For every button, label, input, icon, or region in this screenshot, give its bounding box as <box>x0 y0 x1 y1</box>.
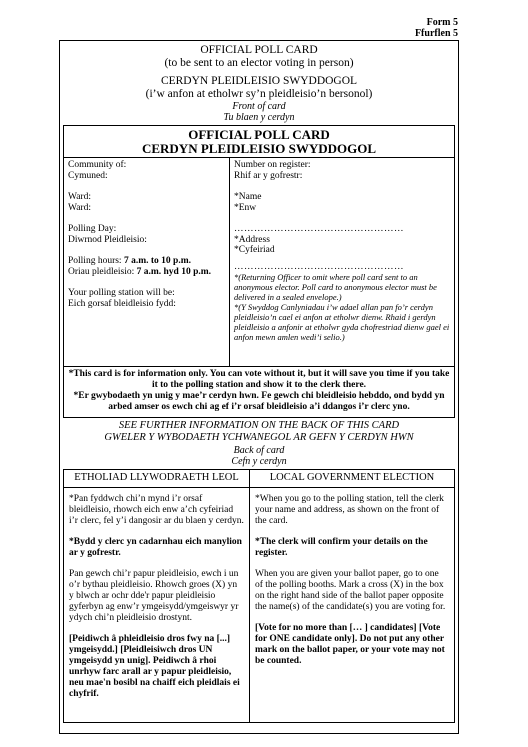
back-welsh-column <box>64 470 250 722</box>
english-instruction-1: *When you go to the polling station, tell the clerk your name and address, as shown on the front of the card. <box>255 494 444 526</box>
header-subtitle-cy: (i’w anfon at etholwr sy’n pleidleisio’n bersonol) <box>145 88 373 100</box>
see-further-info-en: SEE FURTHER INFORMATION ON THE BACK OF THIS CARD <box>118 420 400 431</box>
see-further-info <box>60 420 458 444</box>
back-label <box>60 445 458 467</box>
english-instruction-2: *The clerk will confirm your details on the register. <box>255 537 428 558</box>
see-further-info-cy: GWELER Y WYBODAETH YCHWANEGOL AR GEFN Y CERDYN HWN <box>104 432 414 443</box>
polling-hours-en: Polling hours: 7 a.m. to 10 p.m. <box>68 256 191 266</box>
polling-hours-cy: Oriau pleidleisio: 7 a.m. hyd 10 p.m. <box>68 266 212 277</box>
card-title <box>63 125 455 157</box>
card-title-cy: CERDYN PLEIDLEISIO SWYDDOGOL <box>141 141 377 156</box>
name-dotted-line: …………………………………………… <box>234 224 404 234</box>
returning-officer-note-cy: *(Y Swyddog Canlyniadau i’w adael allan pan fo’r cerdyn pleidleisio’n cael ei anfon at etholwr dienw. Rhaid i gerdyn pleidleisio a anfonir at etholwr gyda chofrestriad dienw gael ei anfon mewn amlen wedi’i selio.) <box>234 302 450 342</box>
english-instruction-3: When you are given your ballot paper, go to one of the polling booths. Mark a cross (X) in the box on the right hand side of the ballot paper opposite the name(s) of the candidate(s) you are voting for. <box>255 569 446 612</box>
header <box>60 41 458 123</box>
header-subtitle-en: (to be sent to an elector voting in person) <box>164 57 354 69</box>
welsh-election-heading: ETHOLIAD LLYWODRAETH LEOL <box>64 472 249 488</box>
polling-station-label-cy: Eich gorsaf bleidleisio fydd: <box>68 298 176 309</box>
ward-label-en: Ward: <box>68 192 91 202</box>
community-label-en: Community of: <box>68 160 127 170</box>
register-number-label-cy: Rhif ar y gofrestr: <box>234 170 303 181</box>
card-title-en: OFFICIAL POLL CARD <box>188 127 330 142</box>
welsh-instruction-1: *Pan fyddwch chi’n mynd i’r orsaf bleidleisio, rhowch eich enw a’ch cyfeiriad i’r clerc, fel y’i dangosir ar du blaen y cerdyn. <box>69 494 244 526</box>
polling-station-label-en: Your polling station will be: <box>68 288 175 298</box>
welsh-instruction-3: Pan gewch chi’r papur pleidleisio, ewch i un o’r bythau pleidleisio. Rhowch groes (X) yn y blwch ar ochr dde'r papur pleidleisio gyferbyn ag enw’r ymgeisydd/ymgeiswyr yr ydych chi’n pleidleisio drostynt. <box>69 569 239 623</box>
front-label-en: Front of card <box>232 101 286 112</box>
back-instructions <box>63 469 455 723</box>
welsh-instruction-2: *Bydd y clerc yn cadarnhau eich manylion ar y gofrestr. <box>69 537 242 558</box>
front-right-column <box>230 158 454 366</box>
register-number-label-en: Number on register: <box>234 160 311 170</box>
address-label-cy: *Cyfeiriad <box>234 245 275 255</box>
front-label-cy: Tu blaen y cerdyn <box>223 112 295 123</box>
front-left-column <box>64 158 230 366</box>
returning-officer-note-en: *(Returning Officer to omit where poll card sent to an anonymous elector. Poll card to anonymous elector must be delivered in a sealed envelope.) <box>234 272 437 302</box>
community-label-cy: Cymuned: <box>68 170 108 181</box>
front-details <box>63 157 455 367</box>
header-title-en: OFFICIAL POLL CARD <box>200 44 318 56</box>
form-number-cy: Ffurflen 5 <box>414 28 458 39</box>
polling-day-label-cy: Diwrnod Pleidleisio: <box>68 234 147 245</box>
address-dotted-line: …………………………………………… <box>234 261 404 272</box>
name-label-en: *Name <box>234 192 262 202</box>
english-election-heading: LOCAL GOVERNMENT ELECTION <box>250 472 454 488</box>
polling-day-label-en: Polling Day: <box>68 224 117 234</box>
poll-card-sheet <box>59 40 459 734</box>
back-label-cy: Cefn y cerdyn <box>231 456 287 467</box>
information-notice <box>63 367 455 418</box>
information-notice-en: *This card is for information only. You can vote without it, but it will save you time if you take it to the polling station and show it to the clerk there. <box>68 369 450 390</box>
english-instruction-4: [Vote for no more than [… ] candidates] [Vote for ONE candidate only]. Do not put any other mark on the ballot paper, or your vote may not be counted. <box>255 623 445 666</box>
name-label-cy: *Enw <box>234 202 257 213</box>
header-title-cy: CERDYN PLEIDLEISIO SWYDDOGOL <box>160 75 358 87</box>
form-number-en: Form 5 <box>426 17 458 28</box>
ward-label-cy: Ward: <box>68 202 91 213</box>
welsh-instruction-4: [Peidiwch â phleidleisio dros fwy na [...] ymgeisydd.] [Pleidleisiwch dros UN ymgeisydd yn unig]. Peidiwch â rhoi unrhyw farc arall ar y papur pleidleisio, neu mae'n bosibl na chaiff eich pleidlais ei chyfrif. <box>69 634 240 699</box>
address-label-en: *Address <box>234 234 270 245</box>
form-number <box>415 17 458 39</box>
back-label-en: Back of card <box>233 445 285 456</box>
information-notice-cy: *Er gwybodaeth yn unig y mae’r cerdyn hwn. Fe gewch chi bleidleisio hebddo, ond bydd yn arbed amser os ewch chi ag ef i’r orsaf bleidleisio a’i ddangos i’r clerc yno. <box>73 391 445 412</box>
back-english-column <box>250 470 454 722</box>
